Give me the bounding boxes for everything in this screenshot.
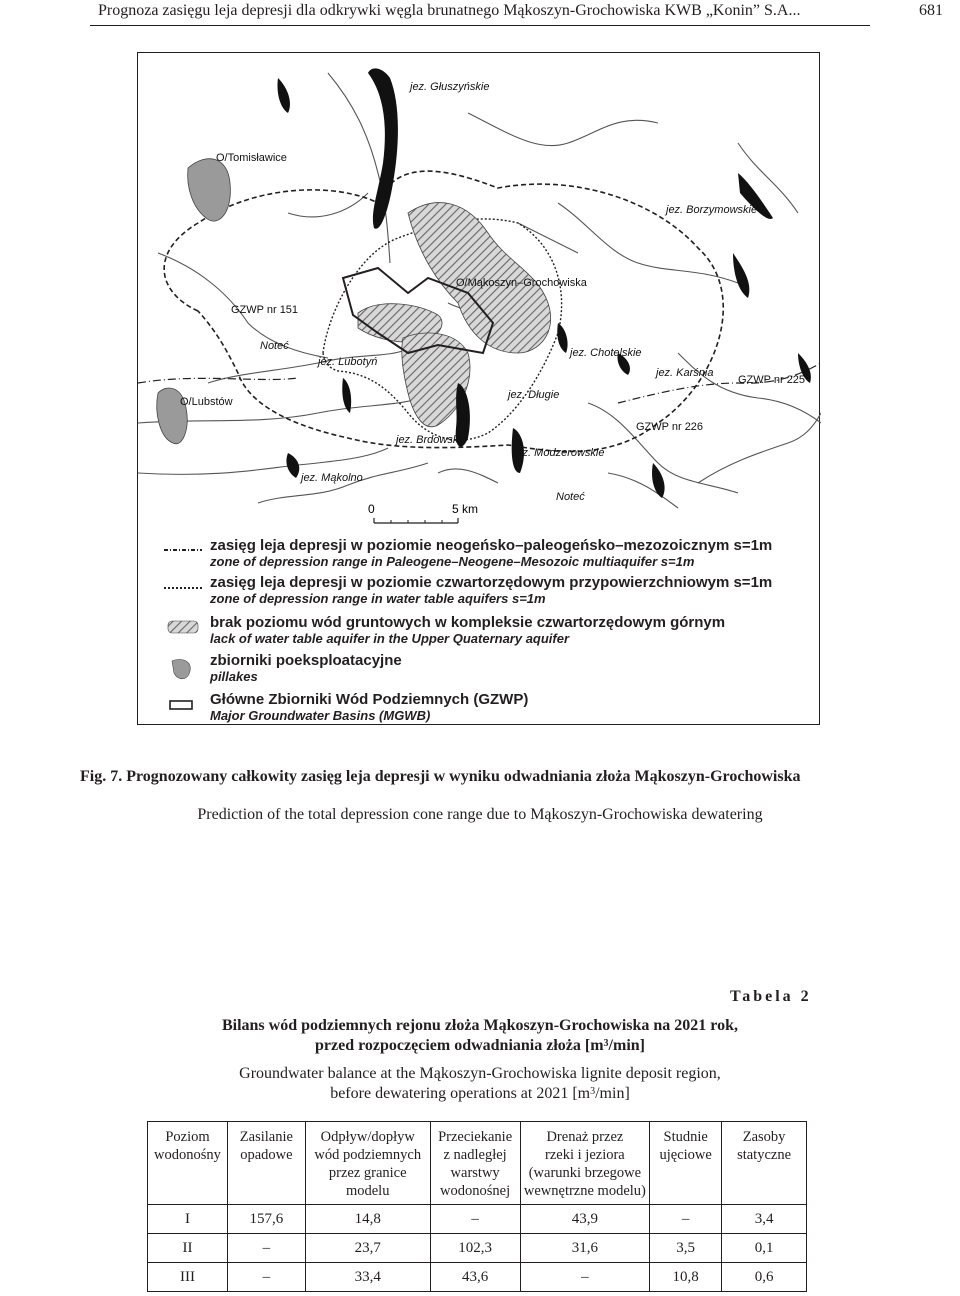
col-header-poziom: Poziom wodonośny xyxy=(148,1122,228,1205)
legend-en: pillakes xyxy=(210,669,258,684)
label-brdowskie: jez. Brdowskie xyxy=(396,434,467,446)
title-en-2a: before dewatering operations at 2021 [m xyxy=(330,1085,591,1102)
table-cell: III xyxy=(148,1263,228,1292)
table-row xyxy=(148,1234,807,1263)
scale-five-km: 5 km xyxy=(452,502,479,516)
legend-item-pillake xyxy=(210,652,402,684)
label-notec-2: Noteć xyxy=(556,491,585,503)
table-cell: – xyxy=(227,1234,305,1263)
col-header-odplyw: Odpływ/dopływ wód podziemnych przez granice modelu xyxy=(305,1122,430,1205)
table-cell: 14,8 xyxy=(305,1205,430,1234)
col-header-zasoby: Zasoby statyczne xyxy=(722,1122,807,1205)
legend-symbol-gzwp xyxy=(170,701,192,709)
running-header xyxy=(98,0,943,22)
figure-caption-en: Prediction of the total depression cone range due to Mąkoszyn-Grochowiska dewatering xyxy=(197,806,763,823)
table-cell: 3,4 xyxy=(722,1205,807,1234)
unit-exponent: 3 xyxy=(590,1086,596,1097)
title-pl-2a: przed rozpoczęciem odwadniania złoża [m xyxy=(315,1037,604,1054)
legend-pl: zasięg leja depresji w poziomie czwartorzędowym przypowierzchniowym s=1m xyxy=(210,574,773,591)
table-title-en xyxy=(0,1064,960,1104)
page-number: 681 xyxy=(919,2,943,19)
label-makolno: jez. Mąkolno xyxy=(301,472,363,484)
table-cell: 43,6 xyxy=(430,1263,520,1292)
legend-pl: zbiorniki poeksploatacyjne xyxy=(210,652,402,669)
table-title-pl-line1: Bilans wód podziemnych rejonu złoża Mąkoszyn-Grochowiska na 2021 rok, xyxy=(221,1017,739,1034)
title-pl-2b: /min] xyxy=(608,1037,645,1054)
col-header-przeciekanie: Przeciekanie z nadległej warstwy wodonośnej xyxy=(430,1122,520,1205)
legend-symbols xyxy=(164,550,202,709)
scale-zero: 0 xyxy=(368,502,375,516)
table-cell: 0,6 xyxy=(722,1263,807,1292)
figure-caption-pl: Prognozowany całkowity zasięg leja depresji w wyniku odwadniania złoża Mąkoszyn-Grochowiska xyxy=(126,768,801,785)
title-en-2b: /min] xyxy=(595,1085,630,1102)
label-karsnia: jez. Karśnia xyxy=(656,367,714,379)
label-lubotyn: jez. Lubotyń xyxy=(318,356,378,368)
label-tomislawice: O/Tomisławice xyxy=(216,152,287,164)
label-notec-1: Noteć xyxy=(260,340,289,352)
legend-pl: brak poziomu wód gruntowych w kompleksie czwartorzędowym górnym xyxy=(210,614,726,631)
label-borzymowskie: jez. Borzymowskie xyxy=(666,204,758,216)
groundwater-balance-table xyxy=(147,1121,807,1292)
table-cell: – xyxy=(430,1205,520,1234)
table-cell: 0,1 xyxy=(722,1234,807,1263)
legend-en: zone of depression range in Paleogene–Neogene–Mesozoic multiaquifer s=1m xyxy=(210,554,695,569)
scale-bar xyxy=(368,502,478,523)
figure-caption xyxy=(80,766,890,788)
table-title-en-line1: Groundwater balance at the Mąkoszyn-Grochowiska lignite deposit region, xyxy=(239,1065,721,1082)
label-gzwp-151: GZWP nr 151 xyxy=(231,304,299,316)
running-title: Prognoza zasięgu leja depresji dla odkrywki węgla brunatnego Mąkoszyn-Grochowiska KWB „Konin” S.A... xyxy=(98,2,801,19)
table-cell: 157,6 xyxy=(227,1205,305,1234)
legend-en: zone of depression range in water table aquifers s=1m xyxy=(210,591,546,606)
col-header-studnie: Studnie ujęciowe xyxy=(650,1122,722,1205)
legend-en: lack of water table aquifer in the Upper Quaternary aquifer xyxy=(210,631,570,646)
legend-symbol-hatch xyxy=(168,621,198,633)
label-gzwp-226: GZWP nr 226 xyxy=(636,421,704,433)
legend-en: Major Groundwater Basins (MGWB) xyxy=(210,708,431,723)
table-cell: 3,5 xyxy=(650,1234,722,1263)
col-header-zasilanie: Zasilanie opadowe xyxy=(227,1122,305,1205)
unit-exponent: 3 xyxy=(603,1038,609,1049)
table-header-row xyxy=(148,1122,807,1205)
table-cell: 10,8 xyxy=(650,1263,722,1292)
legend-pl: Główne Zbiorniki Wód Podziemnych (GZWP) xyxy=(210,691,529,708)
table-title-pl xyxy=(0,1016,960,1056)
table-title-en-line2 xyxy=(0,1084,960,1104)
table-cell: 33,4 xyxy=(305,1263,430,1292)
table-cell: II xyxy=(148,1234,228,1263)
label-chotelskie: jez. Chotelskie xyxy=(570,347,642,359)
table-row xyxy=(148,1263,807,1292)
map-figure xyxy=(137,52,820,725)
label-dlugie: jez. Długie xyxy=(508,389,560,401)
table-title-pl-line2 xyxy=(0,1036,960,1056)
header-rule xyxy=(90,25,870,26)
table-cell: 31,6 xyxy=(520,1234,650,1263)
legend-pl: zasięg leja depresji w poziomie neogeńsko–paleogeńsko–mezozoicznym s=1m xyxy=(210,537,773,554)
table-cell: 43,9 xyxy=(520,1205,650,1234)
table-cell: 23,7 xyxy=(305,1234,430,1263)
legend-item-gzwp xyxy=(210,691,528,723)
label-modzerowskie: jez. Modzerowskie xyxy=(514,447,605,459)
label-gzwp-225: GZWP nr 225 xyxy=(738,374,806,386)
table-cell: – xyxy=(227,1263,305,1292)
pillake-tomislawice xyxy=(188,159,231,221)
table-cell: – xyxy=(520,1263,650,1292)
table-row xyxy=(148,1205,807,1234)
legend-item-deep xyxy=(210,537,772,569)
legend-symbol-pillake xyxy=(172,659,190,678)
legend-item-shallow xyxy=(210,574,772,606)
table-cell: I xyxy=(148,1205,228,1234)
figure-label: Fig. 7. xyxy=(80,768,123,785)
table-cell: – xyxy=(650,1205,722,1234)
table-number: Tabela 2 xyxy=(730,988,812,1005)
col-header-drenaz: Drenaż przez rzeki i jeziora (warunki brzegowe wewnętrzne modelu) xyxy=(520,1122,650,1205)
table-cell: 102,3 xyxy=(430,1234,520,1263)
label-lubstow: O/Lubstów xyxy=(180,396,233,408)
label-makoszyn: O/Mąkoszyn–Grochowiska xyxy=(456,277,587,289)
label-gluszynskie: jez. Głuszyńskie xyxy=(410,81,490,93)
legend-item-hatch xyxy=(210,614,725,646)
